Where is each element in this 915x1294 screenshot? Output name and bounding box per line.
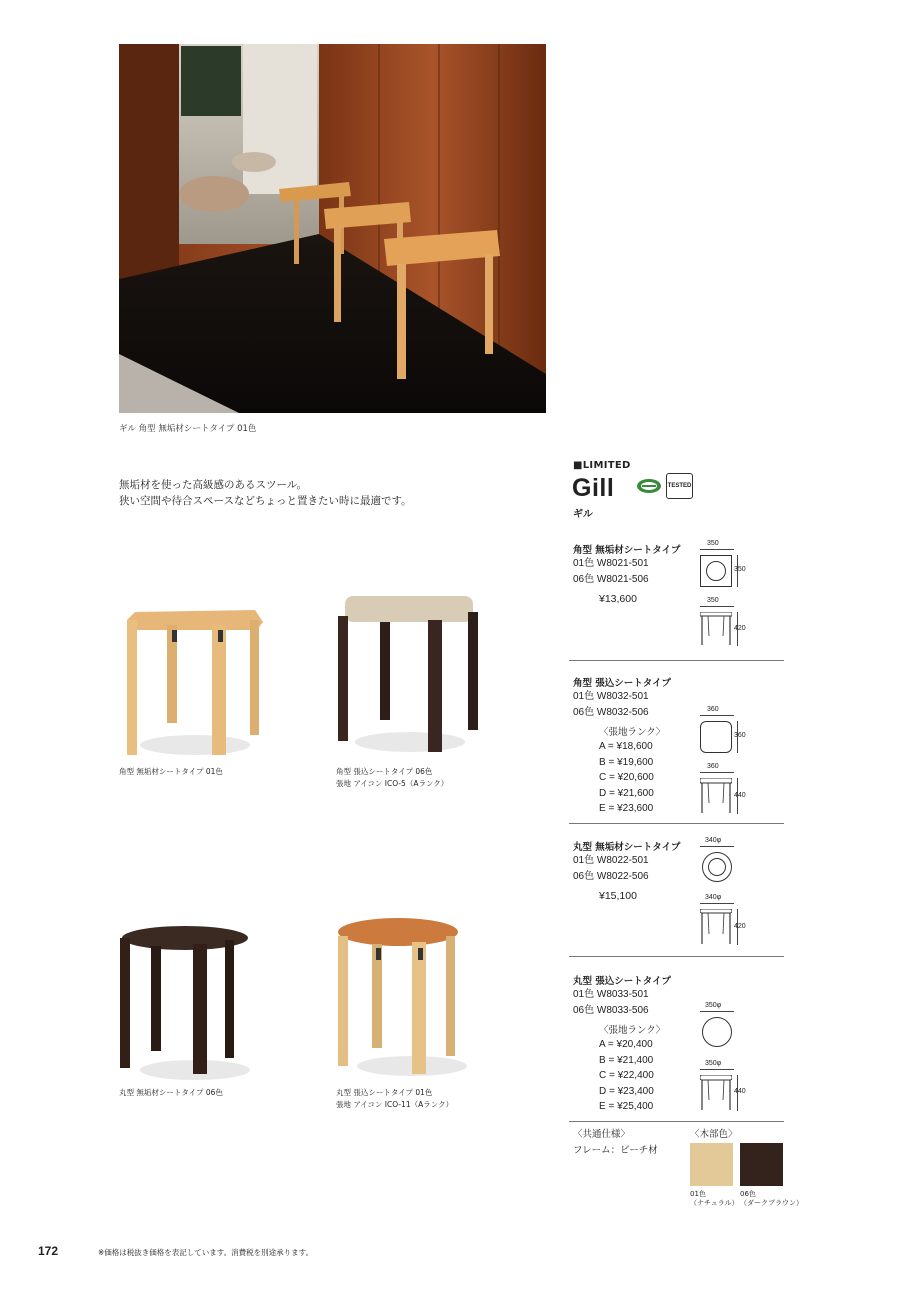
wood-swatch-dark-label-2: （ダークブラウン）: [740, 1199, 803, 1207]
product-photo-round-upholstered-natural: [332, 916, 482, 1076]
section-4-topview-round: [702, 1017, 732, 1047]
section-4-sku-1: 01色 W8033-501: [573, 989, 649, 1000]
section-4-title: 丸型 張込シートタイプ: [573, 976, 671, 987]
section-4-rank-b: B = ¥21,400: [599, 1054, 654, 1066]
section-2-sku-2: 06色 W8032-506: [573, 706, 649, 718]
wood-swatch-dark-label-1: 06色: [740, 1190, 756, 1198]
section-2-dim-w2: 360: [707, 763, 719, 770]
section-2-dimline-w1: [700, 715, 734, 716]
section-1-skus: [573, 556, 649, 587]
wood-swatch-dark-brown: [740, 1143, 783, 1186]
section-2-topview-square: [700, 721, 732, 753]
section-1-price: ¥13,600: [599, 593, 637, 605]
section-3-dimline-w2: [700, 903, 734, 904]
tested-badge: [666, 473, 693, 499]
section-3-title: 丸型 無垢材シートタイプ: [573, 842, 681, 853]
section-1-topview-square: [700, 555, 732, 587]
section-4-rank-a: A = ¥20,400: [599, 1039, 653, 1050]
product-photo-round-wood-dark: [115, 922, 265, 1082]
section-3-price: ¥15,100: [599, 890, 637, 902]
product-photo-square-wood-natural: [115, 600, 265, 760]
wood-swatch-dark-label: [740, 1190, 803, 1208]
section-2-rank-e: E = ¥23,600: [599, 803, 654, 814]
section-4-rank-c: C = ¥22,400: [599, 1070, 654, 1081]
product-caption-4-line2: 張地 アイコン ICO-11（Aランク）: [336, 1100, 454, 1109]
section-1-dim-w1: 350: [707, 540, 719, 547]
section-2-dim-h2: 440: [734, 792, 746, 799]
section-1-title: 角型 無垢材シートタイプ: [573, 545, 681, 556]
wood-swatch-natural-label-2: （ナチュラル）: [690, 1199, 739, 1207]
section-3-sku-1: 01色 W8022-501: [573, 855, 649, 866]
section-3-dimline-w1: [700, 846, 734, 847]
section-4-dim-w1: 350φ: [705, 1002, 722, 1009]
product-caption-2-line1: 角型 張込シートタイプ 06色: [336, 767, 433, 776]
section-2-sku-1: 01色 W8032-501: [573, 691, 649, 702]
section-2-skus: [573, 689, 649, 720]
section-2-dim-d1: 360: [734, 732, 746, 739]
section-2-sideview: [700, 778, 732, 814]
brand-kana: ギル: [573, 509, 593, 520]
section-4-sku-2: 06色 W8033-506: [573, 1004, 649, 1016]
wood-color-heading: 〈木部色〉: [690, 1129, 738, 1140]
divider-3: [569, 956, 784, 957]
section-3-topview-round: [702, 852, 732, 882]
section-2-rank-a: A = ¥18,600: [599, 741, 653, 752]
product-caption-1-line1: 角型 無垢材シートタイプ 01色: [119, 767, 223, 776]
section-2-ranks: [599, 739, 654, 817]
section-1-dim-h2: 420: [734, 625, 746, 632]
product-caption-4-line1: 丸型 張込シートタイプ 01色: [336, 1088, 433, 1097]
section-3-dim-h2: 420: [734, 923, 746, 930]
section-4-dimline-w1: [700, 1011, 734, 1012]
hero-caption: ギル 角型 無垢材シートタイプ 01色: [119, 424, 257, 434]
common-spec-frame: フレーム：ビーチ材: [573, 1145, 658, 1156]
product-caption-1: [119, 766, 223, 778]
intro-line-2: 狭い空間や待合スペースなどちょっと置きたい時に最適です。: [119, 495, 412, 507]
product-caption-2-line2: 張地 アイコン ICO-5（Aランク）: [336, 779, 449, 788]
hero-illustration: [119, 44, 546, 413]
intro-text: [119, 477, 412, 509]
tested-badge-text: TESTED: [667, 483, 692, 489]
section-2-title: 角型 張込シートタイプ: [573, 678, 671, 689]
wood-swatch-natural-label-1: 01色: [690, 1190, 706, 1198]
section-1-sku-1: 01色 W8021-501: [573, 558, 649, 569]
product-caption-3: [119, 1087, 223, 1099]
common-spec-heading: 〈共通仕様〉: [573, 1129, 631, 1140]
brand-name: Gill: [572, 474, 615, 502]
product-caption-3-line1: 丸型 無垢材シートタイプ 06色: [119, 1088, 223, 1097]
limited-label: ■LIMITED: [573, 460, 631, 471]
section-1-dimline-w1: [700, 549, 734, 550]
section-3-sideview: [700, 909, 732, 945]
section-1-sideview: [700, 612, 732, 646]
price-footnote: ※価格は税抜き価格を表記しています。消費税を別途承ります。: [98, 1248, 314, 1257]
section-2-rank-d: D = ¥21,600: [599, 787, 654, 799]
section-2-dim-w1: 360: [707, 706, 719, 713]
section-4-ranks: [599, 1037, 654, 1115]
section-2-rank-heading: 〈張地ランク〉: [599, 727, 666, 738]
section-4-dim-w2: 350φ: [705, 1060, 722, 1067]
divider-1: [569, 660, 784, 661]
section-3-skus: [573, 853, 649, 884]
section-4-rank-d: D = ¥23,400: [599, 1085, 654, 1097]
page-number: 172: [38, 1244, 59, 1258]
section-4-skus: [573, 987, 649, 1018]
section-1-dim-w2: 350: [707, 597, 719, 604]
section-4-dimline-w2: [700, 1069, 734, 1070]
hero-photo: [119, 44, 546, 413]
section-2-rank-b: B = ¥19,600: [599, 756, 654, 768]
divider-4: [569, 1121, 784, 1122]
section-2-dimline-w2: [700, 772, 734, 773]
product-photo-square-upholstered-dark: [330, 594, 480, 754]
section-4-dim-h2: 440: [734, 1088, 746, 1095]
section-4-rank-e: E = ¥25,400: [599, 1101, 654, 1112]
section-3-dim-w2: 340φ: [705, 894, 722, 901]
section-2-rank-c: C = ¥20,600: [599, 772, 654, 783]
intro-line-1: 無垢材を使った高級感のあるスツール。: [119, 479, 307, 491]
section-1-dimline-w2: [700, 606, 734, 607]
green-mark-icon: [636, 478, 662, 494]
product-caption-4: [336, 1087, 453, 1111]
section-3-sku-2: 06色 W8022-506: [573, 870, 649, 882]
product-caption-2: [336, 766, 448, 790]
section-3-dim-w1: 340φ: [705, 837, 722, 844]
section-1-sku-2: 06色 W8021-506: [573, 573, 649, 585]
wood-swatch-natural: [690, 1143, 733, 1186]
divider-2: [569, 823, 784, 824]
section-4-sideview: [700, 1075, 732, 1111]
wood-swatch-natural-label: [690, 1190, 739, 1208]
section-1-dim-d1: 350: [734, 566, 746, 573]
section-4-rank-heading: 〈張地ランク〉: [599, 1025, 666, 1036]
